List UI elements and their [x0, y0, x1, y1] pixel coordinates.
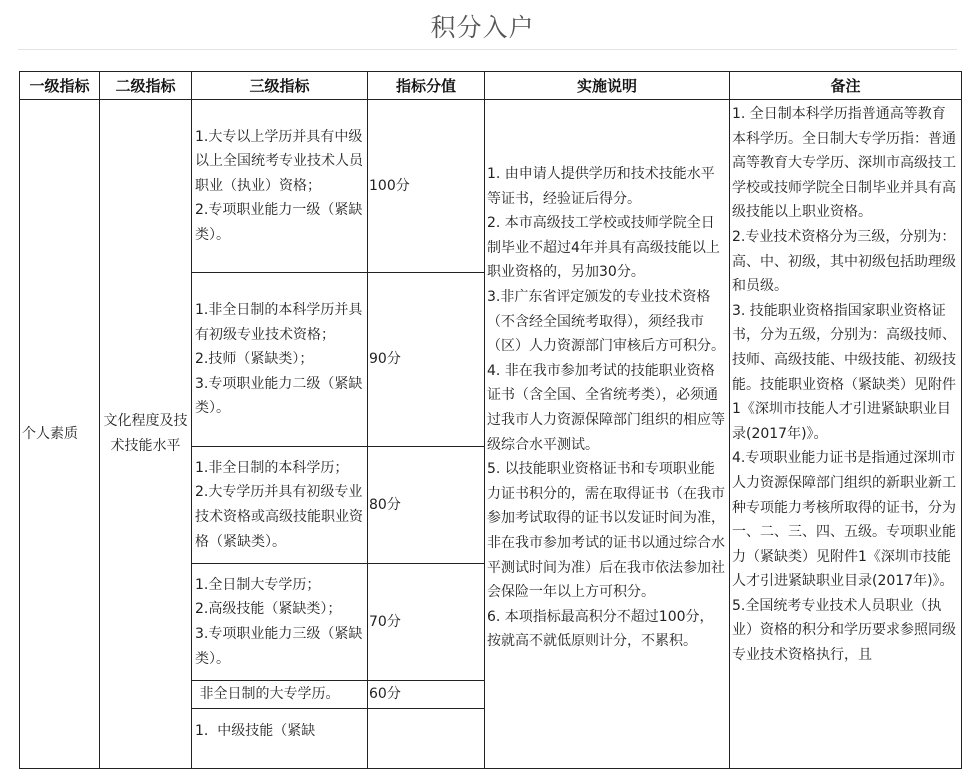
level3-cell: 1.非全日制的本科学历并具有初级专业技术资格； 2.技师（紧缺类）； 3.专项职业能力二级（紧缺类）。 — [192, 273, 368, 447]
level3-cell: 1.大专以上学历并具有中级以上全国统考专业技术人员职业（执业）资格； 2.专项职业能力一级（紧缺类）。 — [192, 100, 368, 273]
header-level3: 三级指标 — [192, 72, 368, 100]
table-header-row — [20, 72, 962, 100]
header-notes: 备注 — [730, 72, 962, 100]
note-item: 3. 技能职业资格指国家职业资格证书，分为五级，分别为：高级技师、技师、高级技能、中级技能、初级技能。技能职业资格（紧缺类）见附件1《深圳市技能人才引进紧缺职业目录(2017年)》。 — [732, 302, 956, 442]
implementation-item: 3.非广东省评定颁发的专业技术资格（不含经全国统考取得），须经我市（区）人力资源部门审核后方可积分。 — [487, 288, 725, 355]
page-title: 积分入户 — [430, 13, 535, 42]
table-row — [20, 100, 962, 273]
header-implementation: 实施说明 — [485, 72, 730, 100]
level3-cell: 1.非全日制的本科学历； 2.大专学历并具有初级专业技术资格或高级技能职业资格（紧缺类）。 — [192, 447, 368, 564]
implementation-item: 5. 以技能职业资格证书和专项职业能力证书积分的，需在取得证书（在我市参加考试取得的证书以发证时间为准，非在我市参加考试的证书以通过综合水平测试时间为准）后在我市依法参加社会保险一年以上方可积分。 — [487, 461, 725, 601]
level1-cell: 个人素质 — [20, 100, 100, 769]
implementation-item: 6. 本项指标最高积分不超过100分，按就高不就低原则计分，不累积。 — [487, 608, 714, 650]
level2-cell: 文化程度及技术技能水平 — [100, 100, 192, 769]
value-cell — [368, 709, 485, 769]
level3-cell: 非全日制的大专学历。 — [192, 681, 368, 709]
level3-cell: 1.全日制大专学历； 2.高级技能（紧缺类）； 3.专项职业能力三级（紧缺类）。 — [192, 564, 368, 681]
value-cell: 90分 — [368, 273, 485, 447]
implementation-item: 4. 非在我市参加考试的技能职业资格证书（含全国、全省统考类），必须通过我市人力资源保障部门组织的相应等级综合水平测试。 — [487, 362, 725, 453]
note-item: 2.专业技术资格分为三级，分别为：高、中、初级，其中初级包括助理级和员级。 — [732, 228, 956, 295]
note-item: 1. 全日制本科学历指普通高等教育本科学历。全日制大专学历指：普通高等教育大专学历、深圳市高级技工学校或技师学院全日制毕业并具有高级技能以上职业资格。 — [732, 106, 956, 221]
value-cell: 100分 — [368, 100, 485, 273]
title-divider — [18, 49, 957, 50]
points-table — [19, 71, 962, 769]
implementation-cell — [485, 100, 730, 769]
value-cell: 70分 — [368, 564, 485, 681]
header-value: 指标分值 — [368, 72, 485, 100]
level3-cell: 1. 中级技能（紧缺 — [192, 709, 368, 769]
notes-cell — [730, 100, 962, 769]
implementation-item: 1. 由申请人提供学历和技术技能水平等证书，经验证后得分。 — [487, 166, 715, 207]
value-cell: 60分 — [368, 681, 485, 709]
header-level1: 一级指标 — [20, 72, 100, 100]
note-item: 4.专项职业能力证书是指通过深圳市人力资源保障部门组织的新职业新工种专项能力考核所取得的证书，分为一、二、三、四、五级。专项职业能力（紧缺类）见附件1《深圳市技能人才引进紧缺职业目录(2017年)》。 — [732, 450, 956, 590]
value-cell: 80分 — [368, 447, 485, 564]
implementation-item: 2. 本市高级技工学校或技师学院全日制毕业不超过4年并具有高级技能以上职业资格的，另加30分。 — [487, 215, 720, 281]
note-item: 5.全国统考专业技术人员职业（执业）资格的积分和学历要求参照同级专业技术资格执行，且 — [732, 597, 956, 664]
header-level2: 二级指标 — [100, 72, 192, 100]
